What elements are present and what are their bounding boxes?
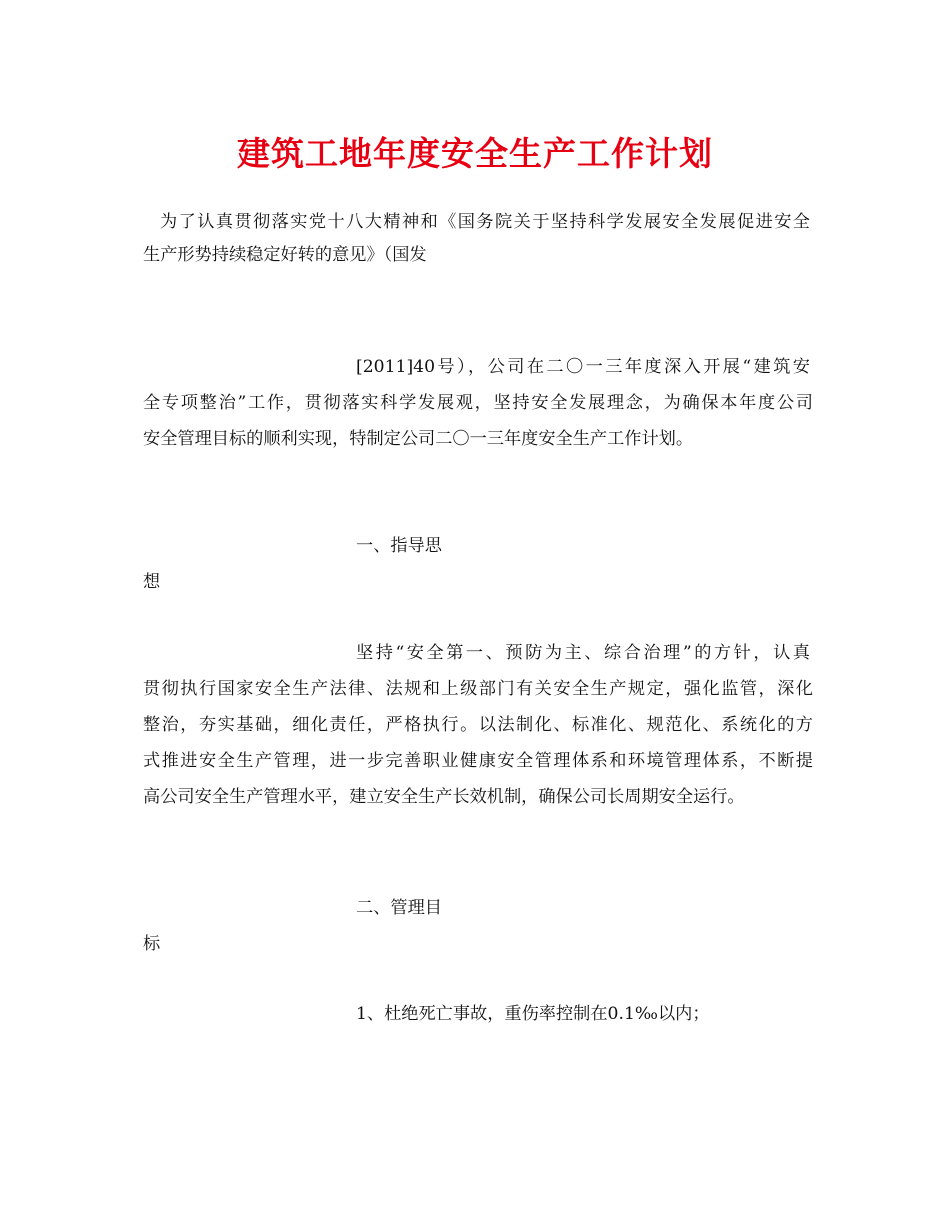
para2-line-1: [2011]40号），公司在二〇一三年度深入开展“建筑安 [356, 357, 810, 377]
section2-heading: 二、管理目 [356, 898, 442, 918]
section1-body-line-1: 坚持“安全第一、预防为主、综合治理”的方针，认真 [356, 643, 810, 663]
section1-heading: 一、指导思 [356, 536, 442, 556]
intro-line-2: 生产形势持续稳定好转的意见》（国发 [143, 245, 427, 265]
section2-heading-wrap: 标 [143, 934, 161, 954]
intro-line-1: 为了认真贯彻落实党十八大精神和《国务院关于坚持科学发展安全发展促进安全 [160, 212, 810, 232]
section1-heading-wrap: 想 [143, 572, 161, 592]
section2-item-1: 1、杜绝死亡事故，重伤率控制在0.1‰以内； [356, 1004, 710, 1024]
section1-body-line-2: 贯彻执行国家安全生产法律、法规和上级部门有关安全生产规定，强化监管，深化 [143, 679, 813, 699]
section1-body-line-4: 式推进安全生产管理，进一步完善职业健康安全管理体系和环境管理体系，不断提 [143, 751, 813, 771]
document-title: 建筑工地年度安全生产工作计划 [237, 134, 713, 173]
section1-body-line-5: 高公司安全生产管理水平，建立安全生产长效机制，确保公司长周期安全运行。 [143, 787, 745, 807]
section1-body-line-3: 整治，夯实基础，细化责任，严格执行。以法制化、标准化、规范化、系统化的方 [143, 715, 813, 735]
para2-line-3: 安全管理目标的顺利实现，特制定公司二〇一三年度安全生产工作计划。 [143, 429, 694, 449]
para2-line-2: 全专项整治”工作，贯彻落实科学发展观，坚持安全发展理念，为确保本年度公司 [143, 393, 813, 413]
